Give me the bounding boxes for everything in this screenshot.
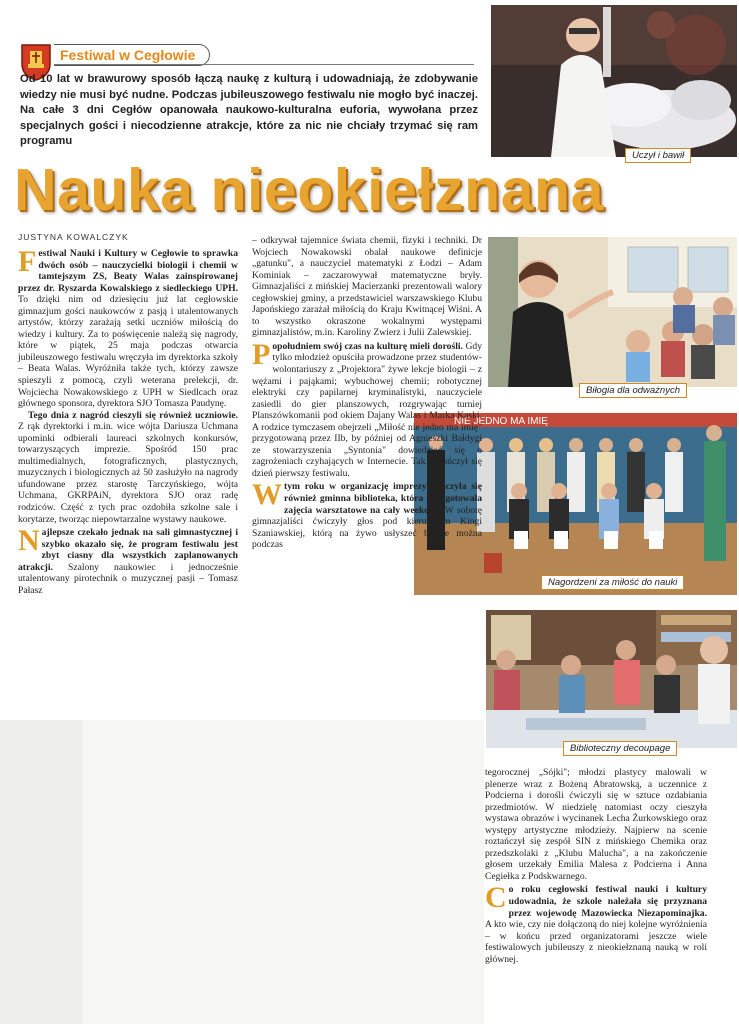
col2-p2-head: opołudniem swój czas na kulturę mieli dorośli.	[272, 340, 463, 352]
col2-p3-body: W sobotę gimnazjaliści ćwiczyły głos pod kierunkiem Kingi Szaniawskiej, którą na żywo usłyszeć będzie można podczas	[252, 504, 482, 551]
photo1-caption: Uczył i bawił	[625, 148, 691, 163]
col2-p3-head: tym roku w organizację imprezy włączyła się również gminna biblioteka, która przygotowała zajęcia warsztatowe na cały weekend.	[284, 481, 482, 516]
col1-p2-head: Tego dnia z nagród cieszyli się również uczniowie.	[28, 409, 238, 421]
section-label: Festiwal w Cegłowie	[54, 44, 210, 66]
article-column-3	[485, 767, 707, 965]
col2-paragraph-3	[252, 478, 482, 551]
author-byline: JUSTYNA KOWALCZYK	[18, 232, 129, 242]
col3-p2-head: o roku cegłowski festiwal nauki i kultury udowadnia, że szkole należała się przyznana przez wojewodę Mazowiecka Niezapominajka.	[508, 884, 707, 919]
col1-paragraph-1	[18, 245, 238, 410]
article-column-2	[252, 235, 482, 551]
col1-paragraph-3	[18, 524, 238, 596]
photo3-caption: Nagordzeni za miłość do nauki	[541, 575, 684, 590]
col2-p2-body: Gdy tylko młodzież opuściła prowadzone przez studentów-wolontariuszy z „Projektora" żywe lekcje biologii – z wężami i pająkami; wybuchowej chemii; robotycznej elektryki czy papilarnej kryminalistyki, nauczyciele zasiedli do gier planszowych, rozgrywając turniej Planszówkomanii pod okiem Dajany Walas i Marka Kaski. A rodzice tymczasem obejrzeli „Miłość nie jedno ma imię" przygotowaną przez IIb, by później od Agnieszki Bałdygi ze stowarzyszenia „Syntonia" dowiedzieć się o zagrożeniach czyhających w Internecie. Tak zakończył się dzień pierwszy festiwalu.	[252, 340, 483, 479]
col3-p2-body: A kto wie, czy nie dołączoną do niej kolejne wyróżnienia – w końcu przed organizatorami jeszcze wiele festiwalowych jubileuszy z nieokiełznaną nauką w roli głównej.	[485, 919, 707, 965]
photo4-caption: Biblioteczny decoupage	[563, 741, 677, 756]
col1-p3-body: Szalony naukowiec i jednocześnie utalentowany pirotechnik o muzycznej pasji – Tomasz Pałasz	[18, 561, 238, 596]
col1-paragraph-2	[18, 410, 238, 525]
stage-banner-text: NIE JEDNO MA IMIĘ	[454, 416, 548, 427]
article-headline: Nauka nieokiełznana	[14, 157, 604, 223]
col1-p1-head: estiwal Nauki i Kultury w Cegłowie to sprawka dwóch osób – nauczycielki biologii i chemii w tamtejszym ZS, Beaty Walas zainspirowanej przez dr. Ryszarda Kowalskiego z siedleckiego UPH.	[18, 248, 238, 294]
col3-paragraph-2	[485, 881, 707, 965]
col1-dropcap-3: N	[18, 524, 40, 558]
col2-paragraph-1: – odkrywał tajemnice świata chemii, fizyki i techniki. Dr Wojciech Nowakowski obalał naukowe definicje „gatunku", a nauczyciel matematyki z Łodzi – Adam Kominiak – zaczarowywał matematyczne bryły. Gimnazjaliści z mińskiej Macierzanki prezentowali walory cegłowskiej gminy, a przedstawiciel warszawskiego Klubu Japońskiego zarażał miłością do Kraju Kwitnącej Wiśni. A to wszystko okraszone wokalnymi występami gimnazjalistów, m.in. Karoliny Zwierz i Julii Zalewskiej.	[252, 235, 482, 339]
col2-paragraph-2	[252, 337, 483, 480]
photo-scientist	[491, 5, 737, 157]
col1-p3-head: ajlepsze czekało jednak na sali gimnastycznej i szybko okazało się, że program festiwalu jest zbyt ciasny dla wszystkich zaplanowanych atrakcji.	[18, 527, 238, 573]
col2-dropcap-3: W	[252, 478, 282, 512]
col1-p2-body: Z rąk dyrektorki i m.in. wice wójta Dariusza Uchmana upominki odbierali laureaci szkolnych konkursów, towarzyszących imprezie. Spośród 150 prac multimedialnych, fotograficznych, plastycznych, muzycznych i biologicznych aż 50 zasłużyło na nagrody ufundowane przez starostę Tarczyńskiego, wójta Uchmana, GKRPAiN, dyrektora SJO oraz radę rodziców. Część z tych prac ozdobiła szkolne sale i korytarze, tworząc niepowtarzalne wystawy naukowe.	[18, 421, 238, 525]
lead-paragraph: Od 10 lat w brawurowy sposób łączą naukę z kulturą i udowadniają, że zdobywanie wiedzy nie musi być nudne. Podczas jubileuszowego festiwalu nie mogło być inaczej. Na całe 3 dni Cegłów opanowała naukowo-kulturalna euforia, wywołana przez specjalnych gości i niecodzienne atrakcje, które za nic nie chciały trzymać się ram programu	[20, 73, 478, 147]
col3-paragraph-1: tegorocznej „Sójki"; młodzi plastycy malowali w plenerze wraz z Bożeną Abratowską, a uczennice z Podcierna i dorośli ćwiczyli się w sztuce ozdabiania przedmiotów. W niedzielę natomiast oczy cieszyła wystawa obrazów i wycinanek Lecha Żurkowskiego oraz występy artystyczne młodzieży. Najpierw na scenie roztańczył się zespół SIN z mińskiego Chemika oraz przedszkolaki z „Klubu Malucha", a na zakończenie głosem urzekały Emilia Malesa z Podcierna i Anna Cegiełka z Podskwarnego.	[485, 767, 707, 882]
col2-dropcap-2: P	[252, 337, 271, 371]
col1-p1-body: To dzięki nim od dziesięciu już lat cegłowskie gimnazjum gości naukowców z pasją i utalentowanych artystów, którzy zarażają setki uczniów miłością do wiedzy i kultury. Za to poświęcenie należą się nagrody, które w piątek, 25 maja podczas otwarcia jubileuszowego festiwalu wręczyła im dyrektorka szkoły – Beata Walas. Wyróżniła także tych, którzy zawsze spieszyli z pomocą, czyli weterana prelekcji, dr. Wojciecha Nowakowskiego z UPH w Siedlcach oraz głównego sponsora, dyrektora SJO Tomasza Paudynę.	[18, 294, 238, 410]
col3-dropcap-2: C	[485, 881, 507, 915]
article-column-1	[18, 245, 238, 596]
section-underline	[54, 64, 474, 65]
photo2-caption: Biłogia dla odważnych	[579, 383, 687, 398]
photo-library-decoupage	[486, 610, 737, 748]
photo-biology-lesson	[488, 237, 737, 387]
scan-margin	[0, 720, 82, 1024]
col1-dropcap-1: F	[18, 245, 37, 278]
